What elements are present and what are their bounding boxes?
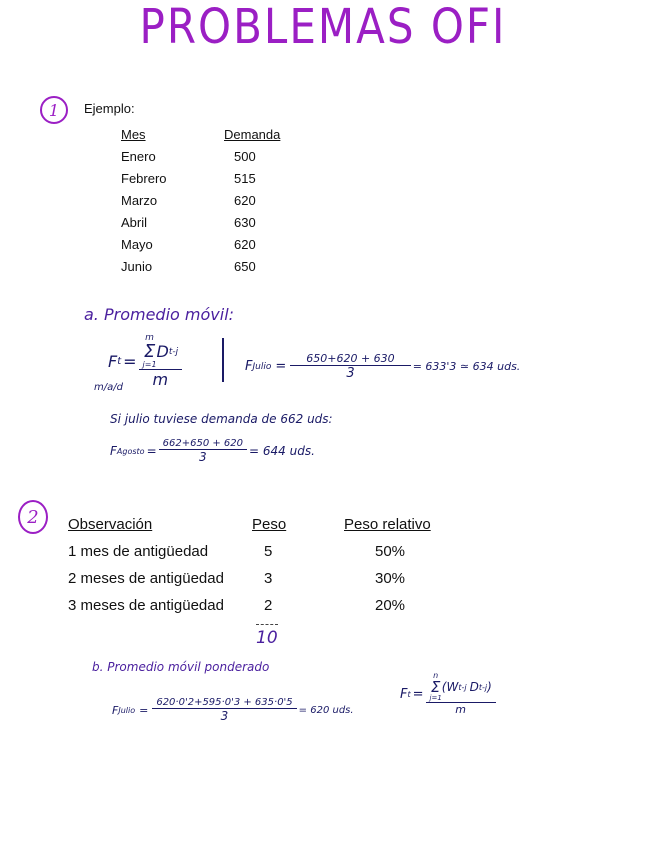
fagosto-den: 3 [199, 450, 207, 464]
weighted-formula [400, 672, 496, 716]
table-header-peso-relativo: Peso relativo [344, 516, 431, 533]
fagosto-result: = 644 uds. [249, 444, 315, 458]
table-row-demand: 620 [234, 193, 256, 208]
fjulio-den: 3 [346, 366, 355, 381]
formula-fraction [426, 672, 496, 716]
table-row-relative-weight: 50% [375, 543, 406, 560]
ft-note: m/a/d [94, 382, 123, 393]
ft-sub: t [117, 356, 122, 367]
fjulio2-sub: Julio [118, 705, 136, 715]
table-header-demanda: Demanda [224, 127, 281, 142]
equals-sign: = [412, 686, 424, 702]
equals-sign: = [275, 359, 287, 374]
fjulio2-lhs: F [112, 703, 119, 717]
brace-divider [222, 338, 224, 382]
total-weight: 10 [256, 628, 278, 648]
heading-b: b. Promedio móvil ponderado [92, 660, 270, 674]
sum-top: m [145, 333, 154, 343]
fjulio2-fraction [152, 697, 296, 723]
fagosto-sub: Agosto [116, 446, 145, 456]
sum-symbol [143, 334, 157, 369]
table-row-month: Marzo [121, 193, 158, 208]
sum-symbol [430, 672, 442, 702]
table-row-relative-weight: 20% [375, 597, 406, 614]
table-row-month: Mayo [121, 237, 153, 252]
ft-den: m [152, 370, 169, 389]
equals-sign: = [139, 703, 149, 717]
section-2-number: 2 [18, 500, 48, 534]
sum-term: D [156, 342, 169, 361]
fjulio-fraction [290, 352, 410, 381]
ft-eq: = [123, 352, 137, 371]
table-row-demand: 500 [234, 149, 256, 164]
formula-term2-sub: t-j [478, 682, 488, 692]
fagosto-formula [110, 438, 315, 464]
table-row-month: Enero [121, 149, 156, 164]
formula-sum-bottom: j=1 [429, 694, 442, 702]
ft-lhs: F [108, 352, 118, 371]
table-row-weight: 2 [264, 597, 273, 614]
page-title: PROBLEMAS OFI [139, 0, 507, 55]
table-header-observacion: Observación [68, 516, 153, 533]
table-header-mes: Mes [121, 127, 146, 142]
total-divider [256, 624, 278, 625]
ft-formula [108, 334, 182, 389]
fjulio2-den: 3 [220, 709, 229, 723]
table-row-demand: 630 [234, 215, 256, 230]
sigma-glyph: Σ [430, 678, 441, 696]
fjulio-result: = 633'3 ≃ 634 uds. [412, 360, 521, 373]
fjulio-formula [245, 352, 520, 381]
table-row-observation: 3 meses de antigüedad [68, 597, 224, 614]
table-row-relative-weight: 30% [375, 570, 406, 587]
formula-close: ) [487, 680, 492, 694]
table-row-month: Junio [121, 259, 153, 274]
formula-sum-top: n [433, 671, 439, 680]
table-row-demand: 620 [234, 237, 256, 252]
table-row-month: Abril [121, 215, 148, 230]
table-row-month: Febrero [121, 171, 167, 186]
fjulio-num: 650+620 + 630 [290, 352, 410, 366]
table-row-demand: 515 [234, 171, 256, 186]
fjulio-lhs: F [245, 359, 253, 374]
condition-text: Si julio tuviese demanda de 662 uds: [110, 412, 333, 426]
fagosto-lhs: F [110, 444, 117, 458]
table-row-demand: 650 [234, 259, 256, 274]
equals-sign: = [146, 444, 157, 458]
table-row-observation: 2 meses de antigüedad [68, 570, 224, 587]
ft-fraction [139, 334, 183, 389]
sum-bottom: j=1 [142, 360, 157, 369]
table-row-weight: 3 [264, 570, 273, 587]
table-row-observation: 1 mes de antigüedad [68, 543, 209, 560]
heading-a: a. Promedio móvil: [84, 305, 235, 324]
fjulio2-result: = 620 uds. [298, 704, 354, 716]
example-label: Ejemplo: [84, 101, 135, 116]
formula-lhs: F [400, 686, 408, 702]
fjulio-weighted-formula [112, 697, 354, 723]
formula-term: (W [441, 680, 459, 694]
formula-term-sub: t-j [458, 682, 467, 692]
table-row-weight: 5 [264, 543, 273, 560]
formula-sub: t [407, 689, 411, 699]
formula-term2: D [469, 680, 479, 694]
table-header-peso: Peso [252, 516, 287, 533]
sum-term-sub: t-j [168, 346, 179, 357]
formula-den: m [455, 703, 467, 716]
fagosto-num: 662+650 + 620 [159, 438, 247, 450]
sigma-glyph: Σ [143, 341, 156, 362]
fjulio-sub: Julio [252, 361, 272, 372]
fagosto-fraction [159, 438, 247, 464]
fjulio2-num: 620·0'2+595·0'3 + 635·0'5 [152, 697, 296, 709]
section-1-number: 1 [40, 96, 68, 124]
